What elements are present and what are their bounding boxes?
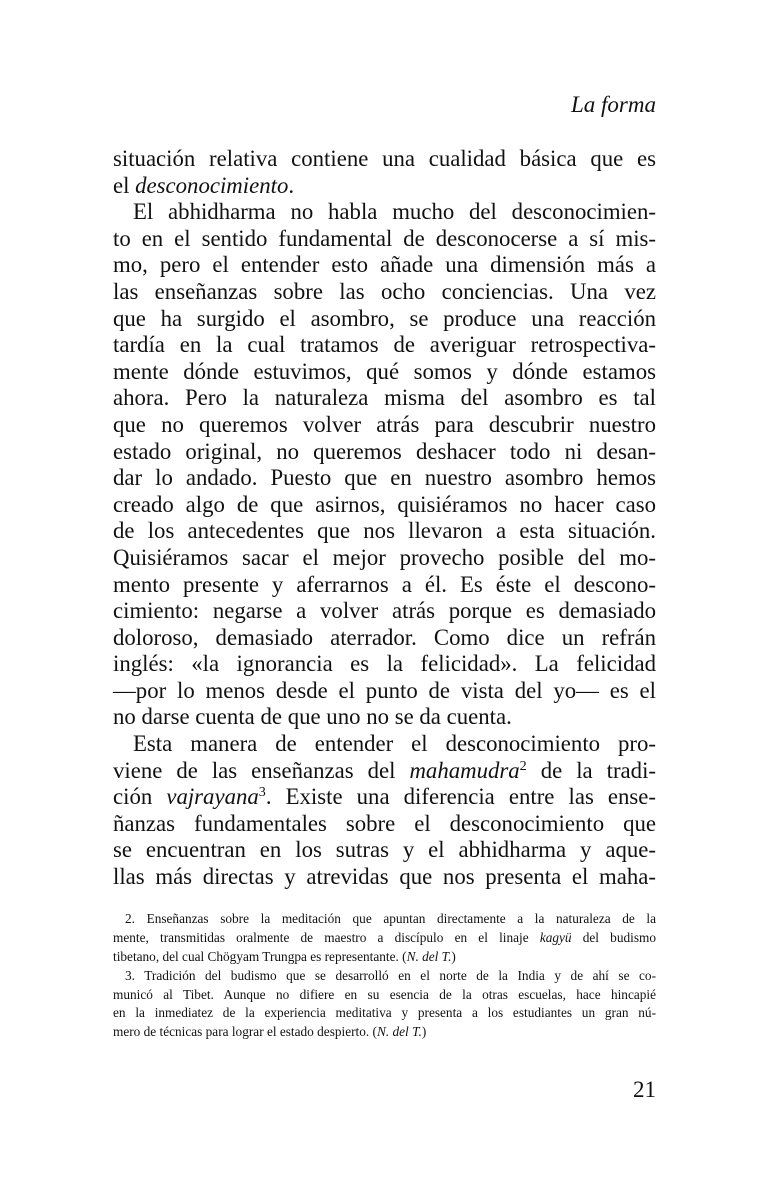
running-header: La forma [571, 92, 656, 117]
footnote-line: municó al Tibet. Aunque no difiere en su esencia de la otras escuelas, hace hincapié [113, 986, 656, 1002]
text-line: tardía en la cual tratamos de averiguar retrospectiva- [113, 332, 656, 358]
footnotes [113, 910, 656, 1042]
body-text [113, 146, 656, 891]
text-line: de los antecedentes que nos llevaron a esta situación. [113, 518, 656, 544]
footnote-line: en la inmediatez de la experiencia meditativa y presenta a los estudiantes un gran nú- [113, 1005, 656, 1021]
text-line: estado original, no queremos deshacer todo ni desan- [113, 438, 656, 464]
text-line: creado algo de que asirnos, quisiéramos no hacer caso [113, 491, 656, 517]
text-run: del budismo [571, 929, 656, 945]
italic-term: desconocimiento [135, 172, 289, 198]
footnote-ref: 2 [519, 757, 527, 774]
text-line: ahora. Pero la naturaleza misma del asombro es tal [113, 385, 656, 411]
text-run: de la tradi- [526, 757, 656, 783]
footnote-line [113, 948, 656, 967]
footnote-ref: 3 [258, 784, 266, 801]
text-line: ñanzas fundamentales sobre el desconocimiento que [113, 810, 656, 836]
text-line: doloroso, demasiado aterrador. Como dice un refrán [113, 624, 656, 650]
text-line: inglés: «la ignorancia es la felicidad». La felicidad [113, 651, 656, 677]
text-line: mente dónde estuvimos, qué somos y dónde estamos [113, 358, 656, 384]
text-line: las enseñanzas sobre las ocho conciencias. Una vez [113, 278, 656, 304]
text-line: Esta manera de entender el desconocimiento pro- [133, 731, 656, 757]
footnote-line: 3. Tradición del budismo que se desarrolló en el norte de la India y de ahí se co- [125, 967, 656, 983]
text-run: ) [451, 948, 456, 964]
text-run: el [113, 172, 136, 198]
text-line: se encuentran en los sutras y el abhidharma y aque- [113, 837, 656, 863]
text-run: ción [113, 784, 167, 810]
text-run: viene de las enseñanzas del [113, 757, 410, 783]
text-line: El abhidharma no habla mucho del desconocimien- [133, 199, 656, 225]
italic-term: N. del T. [376, 1024, 422, 1040]
text-line: no darse cuenta de que uno no se da cuenta. [113, 704, 512, 730]
text-line [113, 758, 656, 785]
text-run: mente, transmitidas oralmente de maestro a discípulo en el linaje [113, 929, 540, 945]
footnote-line: 2. Enseñanzas sobre la meditación que apuntan directamente a la naturaleza de la [125, 911, 656, 926]
text-line: Quisiéramos sacar el mejor provecho posible del mo- [113, 544, 656, 570]
italic-term: mahamudra [409, 757, 520, 783]
text-line: mento presente y aferrarnos a él. Es éste el descono- [113, 571, 656, 597]
italic-term: kagyü [539, 929, 572, 945]
text-line: que no queremos volver atrás para descubrir nuestro [113, 411, 656, 437]
text-line: situación relativa contiene una cualidad básica que es [113, 146, 656, 171]
italic-term: N. del T. [406, 948, 452, 964]
footnote-line [113, 1023, 656, 1042]
text-run: . Existe una diferencia entre las ense- [265, 784, 656, 810]
text-run: tibetano, del cual Chögyam Trungpa es representante. ( [113, 948, 407, 964]
text-line: mo, pero el entender esto añade una dimensión más a [113, 252, 656, 278]
italic-term: vajrayana [166, 784, 259, 810]
text-line [113, 784, 656, 811]
text-run: mero de técnicas para lograr el estado despierto. ( [113, 1024, 377, 1040]
text-line: que ha surgido el asombro, se produce una reacción [113, 305, 656, 331]
text-line: cimiento: negarse a volver atrás porque es demasiado [113, 598, 656, 624]
text-line [113, 173, 656, 200]
text-run: . [288, 172, 295, 198]
page-number: 21 [633, 1077, 656, 1102]
text-line: llas más directas y atrevidas que nos presenta el maha- [113, 864, 656, 890]
text-line: dar lo andado. Puesto que en nuestro asombro hemos [113, 465, 656, 491]
text-line: —por lo menos desde el punto de vista del yo— es el [113, 677, 656, 703]
text-run: ) [421, 1024, 427, 1040]
footnote-line [113, 929, 656, 948]
text-line: to en el sentido fundamental de desconocerse a sí mis- [113, 225, 656, 251]
